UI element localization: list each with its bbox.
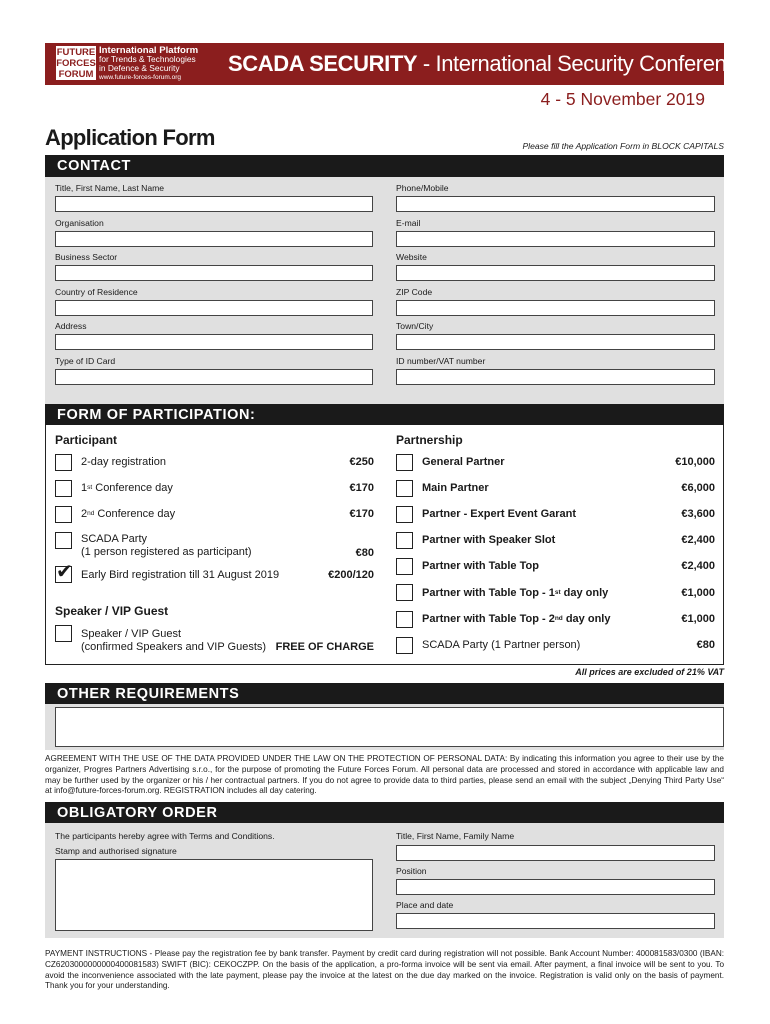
item-price: €80 bbox=[355, 547, 374, 559]
other-requirements-field[interactable] bbox=[55, 707, 724, 747]
id-number-field[interactable] bbox=[396, 369, 715, 385]
first-day-checkbox[interactable] bbox=[55, 480, 72, 497]
future-forces-forum-logo bbox=[56, 46, 96, 80]
email-field[interactable] bbox=[396, 231, 715, 247]
order-name-field[interactable] bbox=[396, 845, 715, 861]
table-top-day2-checkbox[interactable] bbox=[396, 611, 413, 628]
position-field[interactable] bbox=[396, 879, 715, 895]
zip-field[interactable] bbox=[396, 300, 715, 316]
label-part: Partner with Table Top - 1 bbox=[422, 587, 555, 599]
item-price: €10,000 bbox=[675, 456, 715, 468]
title-rest: - International Security Conference bbox=[417, 51, 749, 76]
data-protection-agreement: AGREEMENT WITH THE USE OF THE DATA PROVIDED UNDER THE LAW ON THE PROTECTION OF PERSONAL DATA: By indicating this information you agree to their use by the organizer, Progres Partners Advertising s.r.o., for the purpose of promoting the Future Forces Forum. All personal data are processed and stored in accordance with applicable law and may be further used by the organizer or his / her contractual partners. If you do not agree to provide data to third parties, please send an email with the subject „Denying Third Party Use“ at info@future-forces-forum.org. REGISTRATION includes all day catering. bbox=[45, 754, 724, 796]
item-label: 2-day registration bbox=[81, 456, 166, 468]
field-label: Type of ID Card bbox=[55, 356, 116, 366]
scada-party-checkbox[interactable] bbox=[55, 532, 72, 549]
two-day-registration-checkbox[interactable] bbox=[55, 454, 72, 471]
label-part: day only bbox=[560, 587, 609, 599]
obligatory-order-heading: OBLIGATORY ORDER bbox=[45, 802, 724, 824]
payment-instructions: PAYMENT INSTRUCTIONS - Please pay the registration fee by bank transfer. Payment by credit card during registration will not possible. Bank Account Number: 400081583/0300 (IBAN: CZ6203000000000400081583) SWIFT (BIC): CEKOCZPP. On the basis of the application, a pro-forma invoice will be sent via email. After payment, a final invoice will be sent to you. To avoid the inconvenience associated with the late payment, please pay the invoice at the latest on the due day marked on the invoice. Registration is valid only on the basis of payment. Thank you for your understanding. bbox=[45, 949, 724, 991]
item-label: Partner with Table Top bbox=[422, 560, 539, 572]
table-top-day1-checkbox[interactable] bbox=[396, 584, 413, 601]
item-price: €200/120 bbox=[328, 569, 374, 581]
field-label: Website bbox=[396, 252, 427, 262]
expert-event-garant-checkbox[interactable] bbox=[396, 506, 413, 523]
item-price: FREE OF CHARGE bbox=[275, 641, 374, 653]
participation-heading: FORM OF PARTICIPATION: bbox=[45, 404, 724, 426]
label-line: SCADA Party bbox=[81, 533, 148, 545]
item-label: Main Partner bbox=[422, 482, 489, 494]
country-field[interactable] bbox=[55, 300, 373, 316]
business-sector-field[interactable] bbox=[55, 265, 373, 281]
tagline-line: in Defence & Security bbox=[99, 63, 180, 73]
item-label bbox=[422, 587, 608, 600]
item-label: Partner - Expert Event Garant bbox=[422, 508, 577, 520]
label-part: 1 bbox=[81, 482, 88, 494]
stamp-signature-field[interactable] bbox=[55, 859, 373, 931]
field-label: Town/City bbox=[396, 321, 434, 331]
conference-date: 4 - 5 November 2019 bbox=[540, 89, 705, 109]
field-label: Business Sector bbox=[55, 252, 118, 262]
label-part: 2 bbox=[81, 508, 88, 520]
website-url: www.future-forces-forum.org bbox=[99, 74, 181, 81]
field-label: Phone/Mobile bbox=[396, 183, 449, 193]
field-label: ZIP Code bbox=[396, 287, 433, 297]
conference-title bbox=[228, 50, 749, 78]
item-price: €2,400 bbox=[681, 534, 715, 546]
organisation-field[interactable] bbox=[55, 231, 373, 247]
logo-line: FUTURE bbox=[56, 47, 96, 58]
item-label bbox=[422, 613, 610, 626]
label-part: Conference day bbox=[94, 508, 176, 520]
field-label: Organisation bbox=[55, 218, 104, 228]
logo-line: FORUM bbox=[58, 69, 94, 80]
table-top-checkbox[interactable] bbox=[396, 558, 413, 575]
second-day-checkbox[interactable] bbox=[55, 506, 72, 523]
place-date-field[interactable] bbox=[396, 913, 715, 929]
item-label bbox=[81, 628, 266, 654]
field-label: ID number/VAT number bbox=[396, 356, 486, 366]
terms-note: The participants hereby agree with Terms and Conditions. bbox=[55, 831, 275, 841]
item-label: SCADA Party (1 Partner person) bbox=[422, 639, 581, 651]
label-sup: nd bbox=[87, 510, 95, 517]
platform-tagline bbox=[99, 46, 198, 82]
page-title: Application Form bbox=[45, 125, 215, 150]
speaker-checkbox[interactable] bbox=[55, 625, 72, 642]
item-price: €170 bbox=[349, 482, 374, 494]
label-sup: nd bbox=[554, 615, 563, 622]
tagline-line: International Platform bbox=[99, 45, 199, 56]
item-label: Early Bird registration till 31 August 2019 bbox=[81, 569, 280, 581]
item-label bbox=[81, 533, 252, 559]
item-label bbox=[81, 482, 173, 495]
item-label bbox=[81, 508, 175, 521]
item-label: Partner with Speaker Slot bbox=[422, 534, 556, 546]
contact-heading: CONTACT bbox=[45, 155, 724, 177]
label-line: (confirmed Speakers and VIP Guests) bbox=[81, 641, 267, 653]
instructions-note: Please fill the Application Form in BLOCK CAPITALS bbox=[522, 141, 724, 151]
participant-title: Participant bbox=[55, 433, 118, 447]
id-card-type-field[interactable] bbox=[55, 369, 373, 385]
other-requirements-heading: OTHER REQUIREMENTS bbox=[45, 683, 724, 705]
item-price: €6,000 bbox=[681, 482, 715, 494]
field-label: Title, First Name, Last Name bbox=[55, 183, 165, 193]
label-sup: st bbox=[87, 484, 93, 491]
field-label: E-mail bbox=[396, 218, 421, 228]
item-price: €1,000 bbox=[681, 613, 715, 625]
speaker-title: Speaker / VIP Guest bbox=[55, 604, 169, 618]
speaker-slot-checkbox[interactable] bbox=[396, 532, 413, 549]
label-part: Partner with Table Top - 2 bbox=[422, 613, 555, 625]
field-label: Address bbox=[55, 321, 87, 331]
partner-scada-party-checkbox[interactable] bbox=[396, 637, 413, 654]
item-price: €80 bbox=[696, 639, 715, 651]
name-field[interactable] bbox=[55, 196, 373, 212]
partnership-title: Partnership bbox=[396, 433, 463, 447]
phone-field[interactable] bbox=[396, 196, 715, 212]
town-field[interactable] bbox=[396, 334, 715, 350]
field-label: Title, First Name, Family Name bbox=[396, 831, 515, 841]
label-part: day only bbox=[562, 613, 611, 625]
general-partner-checkbox[interactable] bbox=[396, 454, 413, 471]
label-line: Speaker / VIP Guest bbox=[81, 628, 182, 640]
item-price: €2,400 bbox=[681, 560, 715, 572]
main-partner-checkbox[interactable] bbox=[396, 480, 413, 497]
item-label: General Partner bbox=[422, 456, 505, 468]
vat-note: All prices are excluded of 21% VAT bbox=[575, 667, 724, 677]
field-label: Place and date bbox=[396, 900, 454, 910]
checkmark-icon: ✔ bbox=[56, 561, 73, 583]
label-line: (1 person registered as participant) bbox=[81, 546, 252, 558]
field-label: Position bbox=[396, 866, 427, 876]
website-field[interactable] bbox=[396, 265, 715, 281]
label-sup: st bbox=[554, 589, 561, 596]
tagline-line: for Trends & Technologies bbox=[99, 54, 196, 64]
section-spacer bbox=[45, 395, 724, 404]
title-bold: SCADA SECURITY bbox=[228, 51, 418, 76]
logo-line: FORCES bbox=[56, 58, 96, 69]
item-price: €3,600 bbox=[681, 508, 715, 520]
address-field[interactable] bbox=[55, 334, 373, 350]
label-part: Conference day bbox=[92, 482, 173, 494]
item-price: €170 bbox=[349, 508, 374, 520]
stamp-label: Stamp and authorised signature bbox=[55, 846, 177, 856]
item-price: €250 bbox=[349, 456, 374, 468]
field-label: Country of Residence bbox=[55, 287, 138, 297]
item-price: €1,000 bbox=[681, 587, 715, 599]
